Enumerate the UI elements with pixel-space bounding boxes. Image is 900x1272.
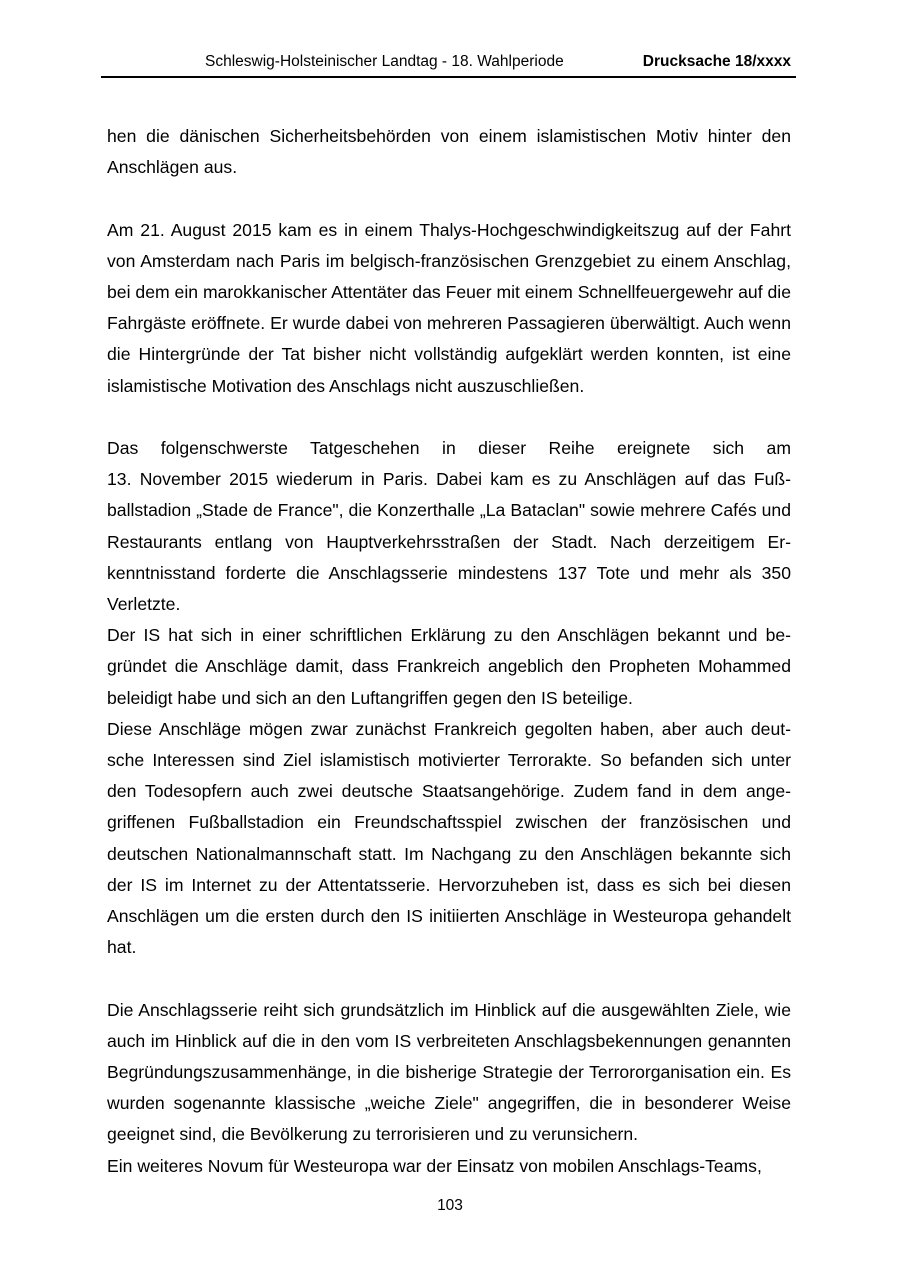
paragraph-5: Diese Anschläge mögen zwar zunächst Frankreich gegolten haben, aber auch deutsche Interessen sind Ziel islamistisch motivierter Terrorakte. So befanden sich unter den Todesopfern auch zwei deutsche Staatsangehörige. Zudem fand in dem angegriffenen Fußballstadion ein Freundschaftsspiel zwischen der französischen und deutschen Nationalmannschaft statt. Im Nachgang zu den Anschlägen bekannte sich der IS im Internet zu der Attentatsserie. Hervorzuheben ist, dass es sich bei diesen Anschlägen um die ersten durch den IS initiierten Anschläge in Westeuropa gehandelt hat.	[107, 718, 791, 958]
document-body	[107, 121, 791, 1182]
paragraph-2: Am 21. August 2015 kam es in einem Thalys-Hochgeschwindigkeitszug auf der Fahrt von Amsterdam nach Paris im belgisch-französischen Grenzgebiet zu einem Anschlag, bei dem ein marokkanischer Attentäter das Feuer mit einem Schnellfeuergewehr auf die Fahrgäste eröffnete. Er wurde dabei von mehreren Passagieren überwältigt. Auch wenn die Hintergründe der Tat bisher nicht vollständig aufgeklärt werden konnten, ist eine islamistische Motivation des Anschlags nicht auszuschließen.	[107, 219, 791, 396]
page-number: 103	[437, 1197, 463, 1214]
paragraph-3: Das folgenschwerste Tatgeschehen in dieser Reihe ereignete sich am 13. November 2015 wiederum in Paris. Dabei kam es zu Anschlägen auf das Fußballstadion „Stade de France", die Konzerthalle „La Bataclan" sowie mehrere Cafés und Restaurants entlang von Hauptverkehrsstraßen der Stadt. Nach derzeitigem Erkenntnisstand forderte die Anschlagsserie mindestens 137 Tote und mehr als 350 Verletzte.	[107, 438, 791, 615]
paragraph-gap	[107, 183, 791, 214]
page-header	[101, 52, 796, 78]
paragraph-7: Ein weiteres Novum für Westeuropa war der Einsatz von mobilen Anschlags-Teams,	[107, 1155, 762, 1176]
paragraph-gap	[107, 402, 791, 433]
header-title: Schleswig-Holsteinischer Landtag - 18. Wahlperiode	[205, 53, 564, 70]
paragraph-6: Die Anschlagsserie reiht sich grundsätzlich im Hinblick auf die ausgewählten Ziele, wie auch im Hinblick auf die in den vom IS verbreiteten Anschlagsbekennungen genannten Begründungszusammenhänge, in die bisherige Strategie der Terrororganisation ein. Es wurden sogenannte klassische „weiche Ziele" angegriffen, die in besonderer Weise geeignet sind, die Bevölkerung zu terrorisieren und zu verunsichern.	[107, 999, 791, 1145]
paragraph-gap	[107, 963, 791, 994]
header-doc-number: Drucksache 18/xxxx	[642, 53, 791, 70]
paragraph-1: hen die dänischen Sicherheitsbehörden von einem islamistischen Motiv hinter den Anschlägen aus.	[107, 126, 791, 178]
paragraph-4: Der IS hat sich in einer schriftlichen Erklärung zu den Anschlägen bekannt und begründet die Anschläge damit, dass Frankreich angeblich den Propheten Mohammed beleidigt habe und sich an den Luftangriffen gegen den IS beteilige.	[107, 625, 791, 708]
